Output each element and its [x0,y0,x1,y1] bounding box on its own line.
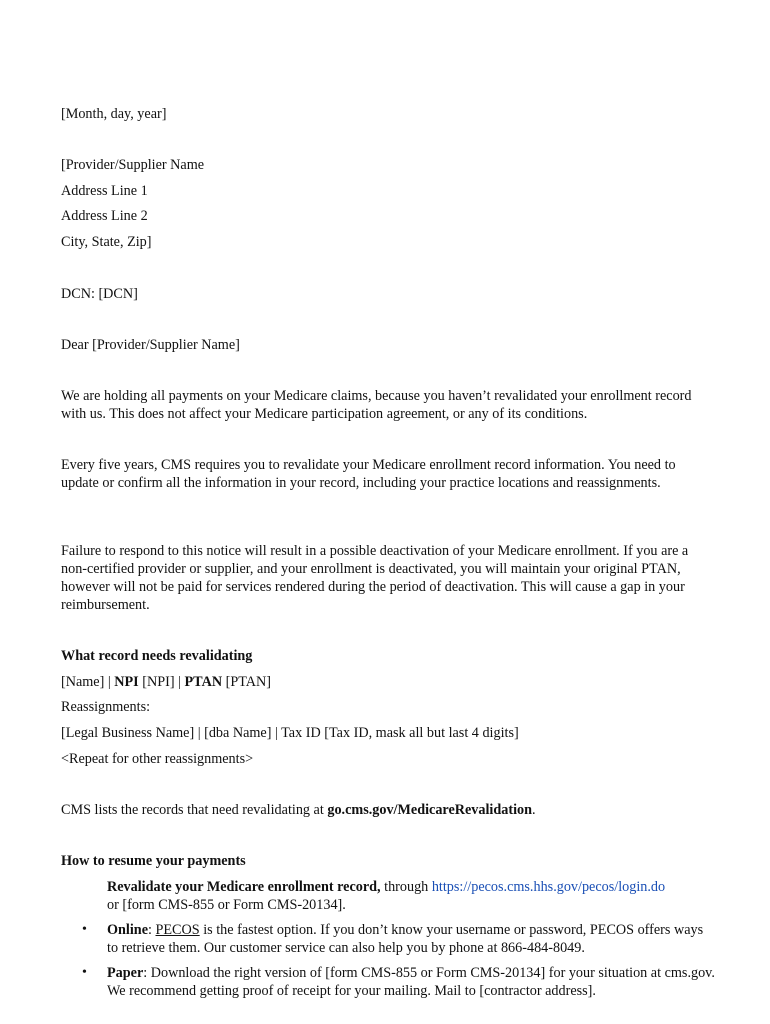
paragraph-holding-payments: We are holding all payments on your Medicare claims, because you haven’t revalidated your enrollment record with us. This does not affect your Medicare participation agreement, or any of its conditions. [61,388,692,422]
record-section-heading: What record needs revalidating [61,648,253,664]
bullet-online-label: Online [107,922,148,938]
resume-intro-through: through [380,879,432,895]
ptan-label: PTAN [184,674,223,690]
reassignments-label: Reassignments: [61,699,151,715]
bullet-paper-label: Paper [107,965,144,981]
repeat-note: <Repeat for other reassignments> [61,751,254,767]
address-line-2: Address Line 2 [61,208,148,224]
salutation: Dear [Provider/Supplier Name] [61,337,240,353]
bullet-online-colon: : [148,922,156,938]
reassignment-line: [Legal Business Name] | [dba Name] | Tax ID [Tax ID, mask all but last 4 digits] [61,725,519,741]
bullet-dot-icon: • [82,922,87,937]
bullet-dot-icon: • [82,965,87,980]
resume-intro-rest: or [form CMS-855 or Form CMS-20134]. [107,897,346,913]
pecos-link[interactable]: PECOS [155,922,200,938]
ptan-value: [PTAN] [222,674,271,690]
bullet-paper [107,964,717,1000]
resume-section-heading: How to resume your payments [61,853,246,869]
npi-label: NPI [114,674,139,690]
cms-list-text: CMS lists the records that need revalidating at [61,802,328,818]
dcn-line: DCN: [DCN] [61,286,138,302]
address-line-1: Address Line 1 [61,183,148,199]
bullet-online [107,921,717,957]
cms-revalidation-link[interactable]: go.cms.gov/MedicareRevalidation [327,802,532,818]
resume-intro-bold: Revalidate your Medicare enrollment record, [107,879,381,895]
address-city: City, State, Zip] [61,234,152,250]
npi-value: [NPI] | [138,674,185,690]
record-identifiers [61,674,271,691]
pecos-login-link[interactable]: https://pecos.cms.hhs.gov/pecos/login.do [431,879,666,895]
resume-intro [107,878,717,914]
cms-list-line [61,802,536,819]
address-name: [Provider/Supplier Name [61,157,205,173]
record-name-field: [Name] | [61,674,115,690]
paragraph-revalidate-every-five-years: Every five years, CMS requires you to revalidate your Medicare enrollment record information. You need to update or confirm all the information in your record, including your practice locations and reassignments. [61,457,676,491]
letter-date: [Month, day, year] [61,106,167,122]
bullet-online-text: is the fastest option. If you don’t know your username or password, PECOS offers ways to retrieve them. Our customer service can also help you by phone at 866-484-8049. [107,922,704,956]
paragraph-failure-to-respond: Failure to respond to this notice will result in a possible deactivation of your Medicare enrollment. If you are a non-certified provider or supplier, and your enrollment is deactivated, you will maintain your original PTAN, however will not be paid for services rendered during the period of deactivation. This will cause a gap in your reimbursement. [61,543,689,613]
bullet-paper-text: : Download the right version of [form CMS-855 or Form CMS-20134] for your situation at cms.gov. We recommend getting proof of receipt for your mailing. Mail to [contractor address]. [107,965,715,999]
cms-list-end: . [532,802,536,818]
